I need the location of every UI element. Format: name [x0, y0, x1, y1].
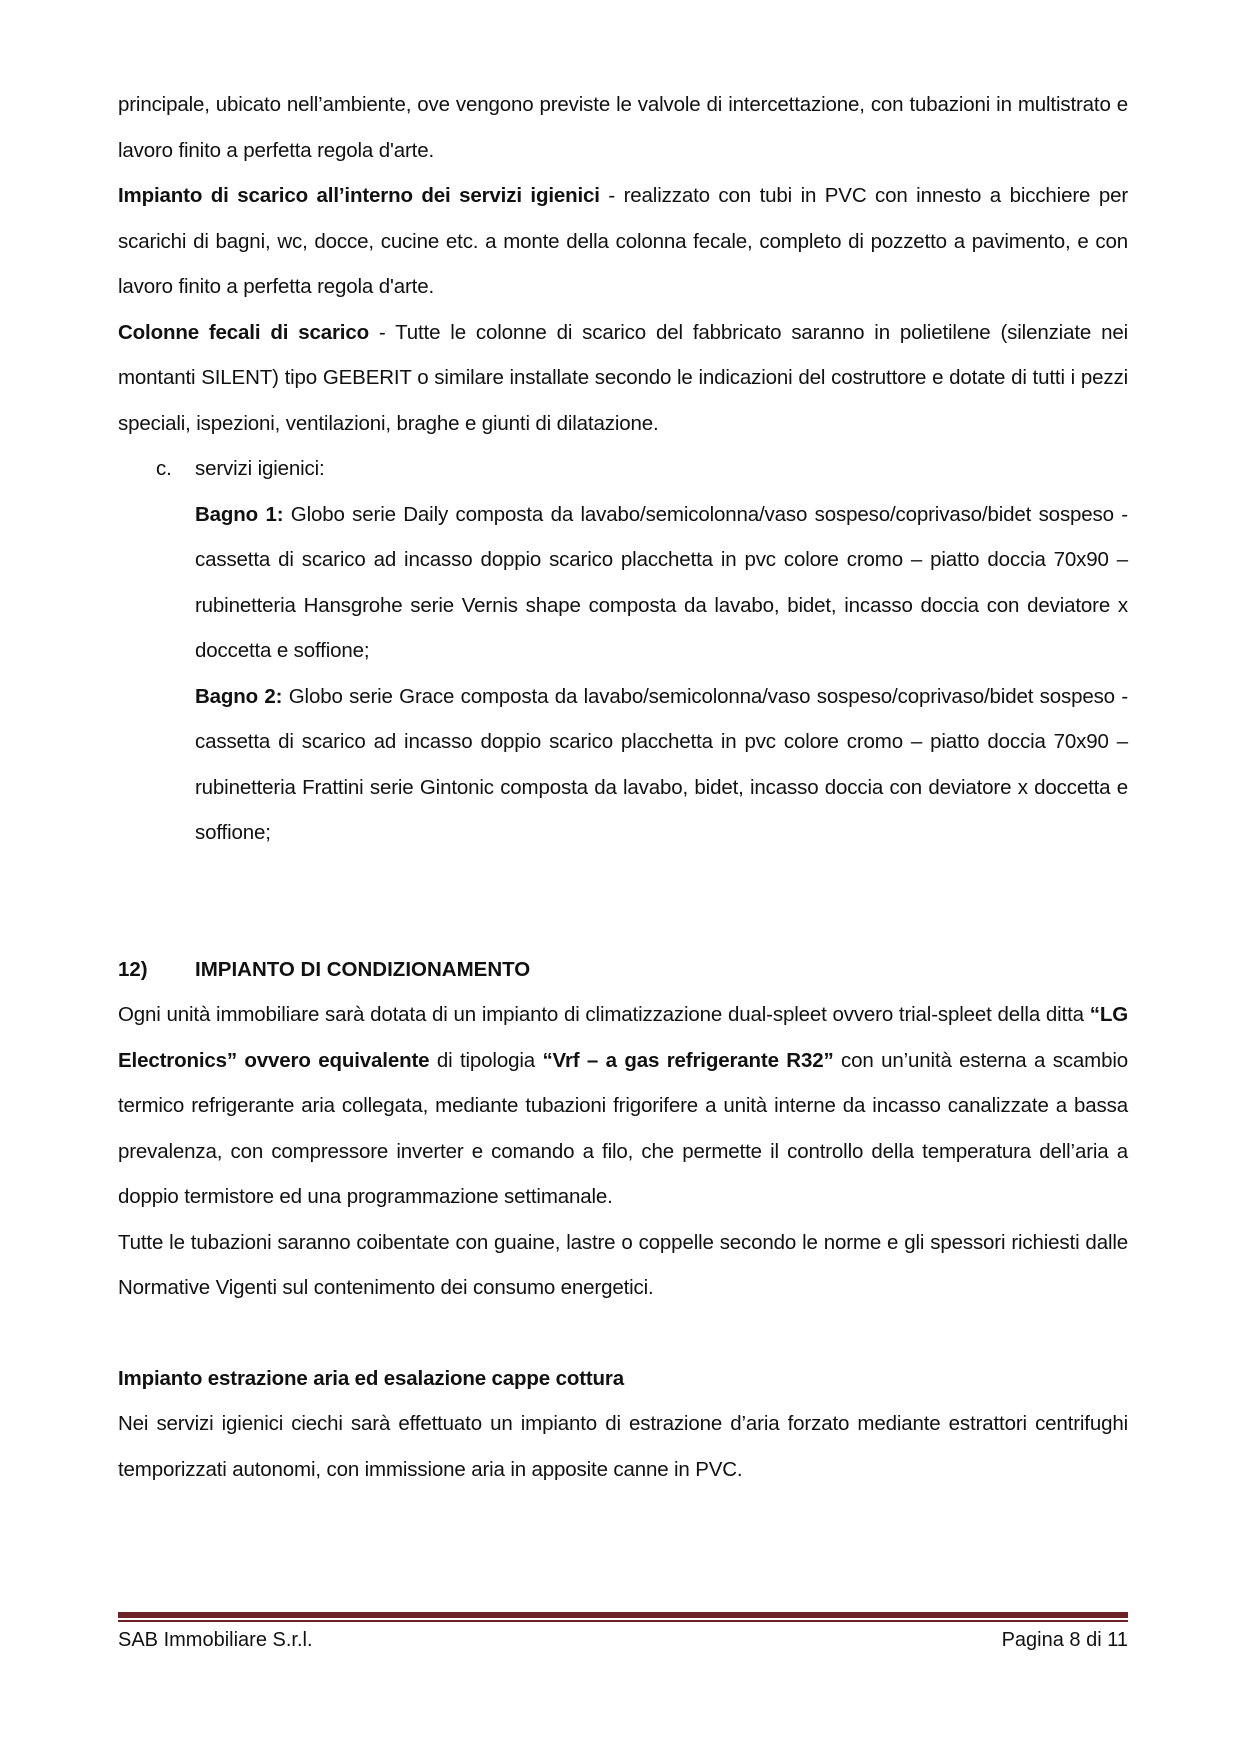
colonne-fecali-title: Colonne fecali di scarico	[118, 320, 369, 344]
colonne-fecali-text: - Tutte le colonne di scarico del fabbricato saranno in polietilene (silenziate nei montanti SILENT) tipo GEBERIT o similare installate secondo le indicazioni del costruttore e dotate di tutti i pezzi speciali, ispezioni, ventilazioni, braghe e giunti di dilatazione.	[118, 320, 1128, 435]
list-marker: c.	[156, 457, 172, 480]
section-12-heading	[118, 947, 1128, 993]
bagno-2-title: Bagno 2:	[195, 684, 283, 708]
footer-page-number: Pagina 8 di 11	[1001, 1628, 1128, 1651]
text-run: con un’unità esterna a scambio termico refrigerante aria collegata, mediante tubazioni frigorifere a unità interne da incasso canalizzate a bassa prevalenza, con compressore inverter e comando a filo, che permette il controllo della temperatura dell’aria a doppio termistore ed una programmazione settimanale.	[118, 1048, 1128, 1208]
estrazione-paragraph: Nei servizi igienici ciechi sarà effettuato un impianto di estrazione d’aria forzato mediante estrattori centrifughi temporizzati autonomi, con immissione aria in apposite canne in PVC.	[118, 1412, 1128, 1481]
text-run: di tipologia	[429, 1048, 543, 1072]
spacer	[118, 856, 1128, 947]
section-number: 12)	[118, 957, 148, 981]
bagno-2-paragraph	[118, 674, 1128, 856]
estrazione-heading	[118, 1356, 1128, 1402]
bagno-1-title: Bagno 1:	[195, 502, 284, 526]
list-item-servizi-igienici	[118, 446, 1128, 492]
list-item-label: servizi igienici:	[195, 457, 325, 480]
bagno-1-text: Globo serie Daily composta da lavabo/semicolonna/vaso sospeso/coprivaso/bidet sospeso - cassetta di scarico ad incasso doppio scarico placchetta in pvc colore cromo – piatto doccia 70x90 – rubinetteria Hansgrohe serie Vernis shape composta da lavabo, bidet, incasso doccia con deviatore x doccetta e soffione;	[195, 502, 1128, 662]
bagno-2-text: Globo serie Grace composta da lavabo/semicolonna/vaso sospeso/coprivaso/bidet sospeso - cassetta di scarico ad incasso doppio scarico placchetta in pvc colore cromo – piatto doccia 70x90 – rubinetteria Frattini serie Gintonic composta da lavabo, bidet, incasso doccia con deviatore x doccetta e soffione;	[195, 684, 1129, 844]
spacer	[118, 1311, 1128, 1356]
footer-company: SAB Immobiliare S.r.l.	[118, 1628, 313, 1651]
brand-name: “LG Electronics” ovvero equivalente	[118, 1003, 1128, 1072]
intro-paragraph: principale, ubicato nell’ambiente, ove vengono previste le valvole di intercettazione, con tubazioni in multistrato e lavoro finito a perfetta regola d'arte.	[118, 93, 1128, 162]
text-run: Ogni unità immobiliare sarà dotata di un impianto di climatizzazione dual-spleet ovvero trial-spleet della ditta	[118, 1003, 1090, 1026]
footer-rule-thin	[118, 1620, 1128, 1622]
tubazioni-paragraph: Tutte le tubazioni saranno coibentate con guaine, lastre o coppelle secondo le norme e gli spessori richiesti dalle Normative Vigenti sul contenimento dei consumo energetici.	[118, 1230, 1128, 1299]
page-footer	[118, 1612, 1128, 1652]
scarico-interno-paragraph	[118, 173, 1128, 310]
document-page	[118, 82, 1128, 1492]
scarico-interno-text: - realizzato con tubi in PVC con innesto a bicchiere per scarichi di bagni, wc, docce, cucine etc. a monte della colonna fecale, completo di pozzetto a pavimento, e con lavoro finito a perfetta regola d'arte.	[118, 184, 1128, 298]
system-type: “Vrf – a gas refrigerante R32”	[542, 1048, 834, 1072]
section-title: IMPIANTO DI CONDIZIONAMENTO	[195, 957, 531, 981]
condizionamento-paragraph	[118, 992, 1128, 1220]
scarico-interno-title: Impianto di scarico all’interno dei servizi igienici	[118, 184, 600, 207]
colonne-fecali-paragraph	[118, 310, 1128, 447]
estrazione-title: Impianto estrazione aria ed esalazione cappe cottura	[118, 1366, 625, 1390]
bagno-1-paragraph	[118, 492, 1128, 674]
